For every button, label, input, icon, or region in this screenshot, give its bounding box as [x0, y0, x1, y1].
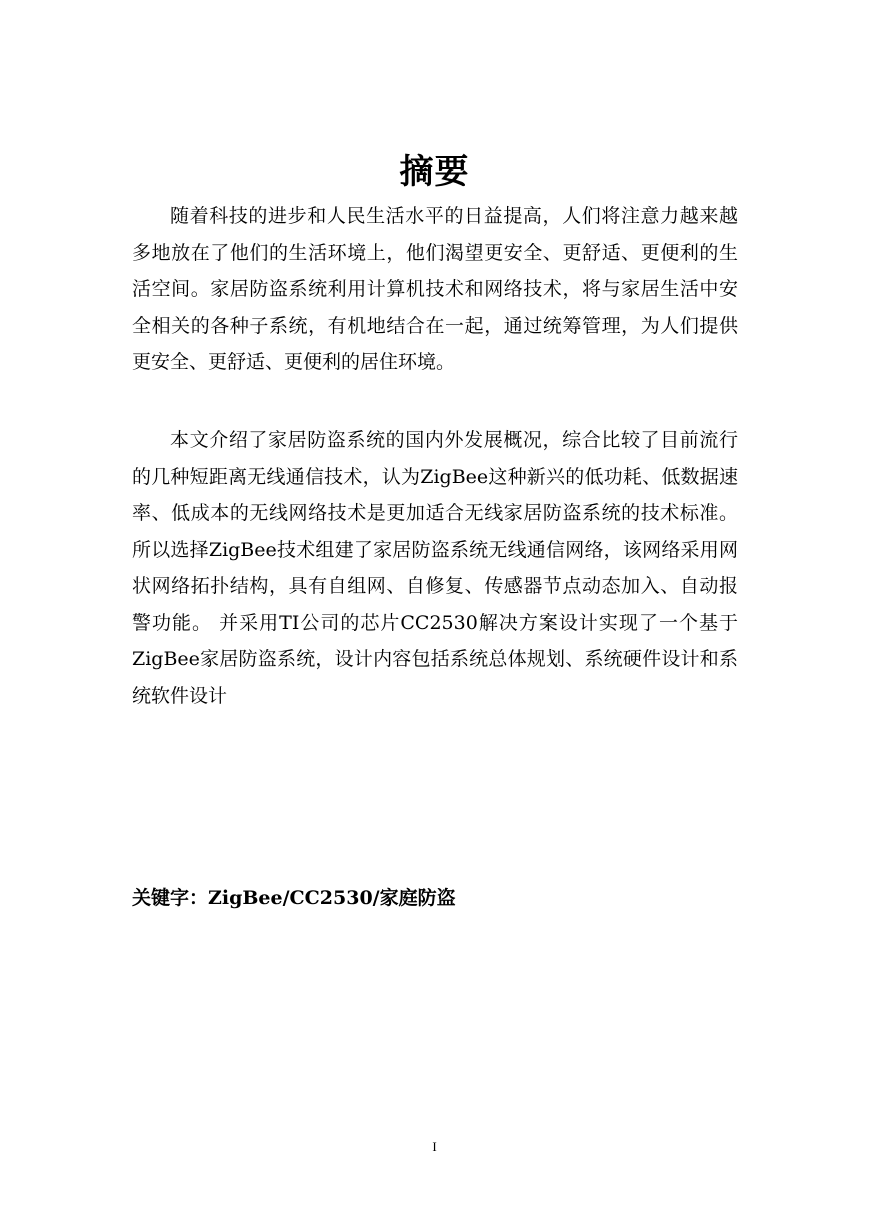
page-number: I — [432, 1139, 437, 1154]
abstract-paragraph-1: 随着科技的进步和人民生活水平的日益提高，人们将注意力越来越多地放在了他们的生活环境上，他们渴望更安全、更舒适、更便利的生活空间。家居防盗系统利用计算机技术和网络技术，将与家居生活中安全相关的各种子系统，有机地结合在一起，通过统筹管理，为人们提供更安全、更舒适、更便利的居住环境。 — [132, 205, 738, 373]
abstract-paragraph-2: 本文介绍了家居防盗系统的国内外发展概况，综合比较了目前流行的几种短距离无线通信技术，认为ZigBee这种新兴的低功耗、低数据速率、低成本的无线网络技术是更加适合无线家居防盗系统的技术标准。所以选择ZigBee技术组建了家居防盗系统无线通信网络，该网络采用网状网络拓扑结构，具有自组网、自修复、传感器节点动态加入、自动报警功能。 并采用TI公司的芯片CC2530解决方案设计实现了一个基于ZigBee家居防盗系统，设计内容包括系统总体规划、系统硬件设计和系统软件设计 — [132, 429, 738, 707]
keywords-line: 关键字：ZigBee/CC2530/家庭防盗 — [132, 887, 456, 909]
abstract-title: 摘要 — [399, 151, 470, 192]
